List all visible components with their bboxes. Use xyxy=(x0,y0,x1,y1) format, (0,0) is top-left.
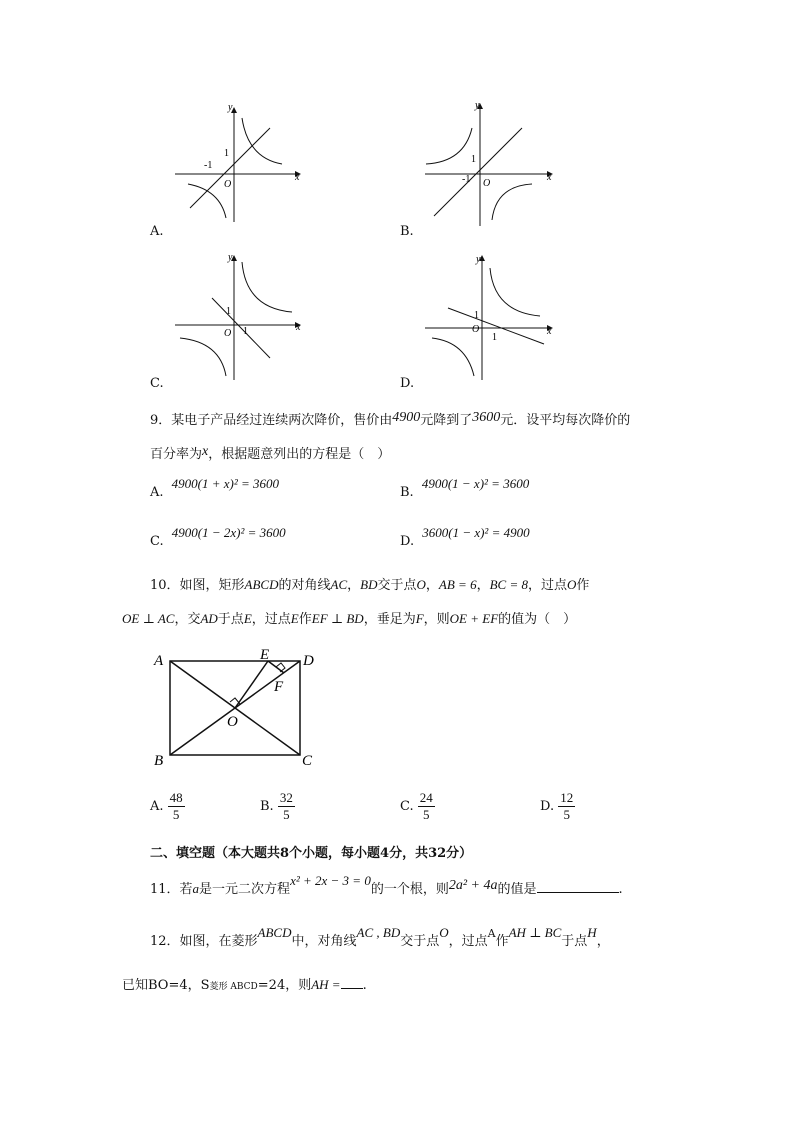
option-label-b: B. xyxy=(400,224,414,239)
point-f-label: F xyxy=(274,679,284,695)
q9-stem-line2: 百分率为x，根据题意列出的方程是（ ） xyxy=(150,444,391,462)
origin-label: O xyxy=(472,324,480,335)
graph-option-c xyxy=(170,252,310,382)
q10-stem-line2: OE ⊥ AC，交AD于点E，过点E作EF ⊥ BD，垂足为F，则OE + EF的值为（ ） xyxy=(122,611,577,627)
x-axis-label: x xyxy=(296,322,301,333)
x-tick-label: 1 xyxy=(243,326,248,337)
y-axis-label: y xyxy=(228,102,233,113)
y-tick-label: 1 xyxy=(226,306,231,317)
q10-option-d[interactable]: D. $\frac{12}{5}$ xyxy=(540,790,574,822)
q9-stem-line1: 9．某电子产品经过连续两次降价，售价由4900元降到了3600元．设平均每次降价的 xyxy=(150,410,631,428)
graph-option-a xyxy=(170,100,310,225)
y-tick-label: 1 xyxy=(471,154,476,165)
point-o-label: O xyxy=(227,714,238,730)
point-d-label: D xyxy=(303,653,314,669)
option-label-c: C. xyxy=(150,376,164,391)
graph-option-b xyxy=(420,100,560,228)
q10-stem-line1: 10．如图，矩形ABCD的对角线AC，BD交于点O，AB = 6，BC = 8，过点O作 xyxy=(150,577,590,593)
q12-stem-line1: 12．如图，在菱形ABCD中，对角线AC , BD交于点O，过点$^A$作AH ⊥ BC于点H， xyxy=(150,925,610,949)
q9-option-d[interactable]: D. 3600(1 − x)² = 4900 xyxy=(400,525,530,549)
point-e-label: E xyxy=(260,647,270,663)
origin-label: O xyxy=(483,178,491,189)
q10-option-a[interactable]: A. $\frac{48}{5}$ xyxy=(150,790,183,822)
q9-option-b[interactable]: B. 4900(1 − x)² = 3600 xyxy=(400,476,530,500)
q10-option-b[interactable]: B. $\frac{32}{5}$ xyxy=(260,790,293,822)
x-tick-label: -1 xyxy=(462,174,471,185)
section-title: 二、填空题（本大题共8个小题，每小题4分，共32分） xyxy=(150,846,473,861)
option-label-a: A. xyxy=(150,224,164,239)
y-tick-label: 1 xyxy=(474,310,479,321)
q9-option-a[interactable]: A. 4900(1 + x)² = 3600 xyxy=(150,476,280,500)
q12-stem-line2: 已知BO=4，S菱形 ABCD=24，则AH = . xyxy=(122,977,367,993)
origin-label: O xyxy=(224,179,232,190)
y-axis-label: y xyxy=(476,254,481,265)
point-b-label: B xyxy=(154,753,164,769)
y-axis-label: y xyxy=(475,100,480,111)
x-axis-label: x xyxy=(547,326,552,337)
q9-option-c[interactable]: C. 4900(1 − 2x)² = 3600 xyxy=(150,525,286,549)
origin-label: O xyxy=(224,328,232,339)
y-axis-label: y xyxy=(228,252,233,263)
answer-blank[interactable] xyxy=(341,988,363,989)
q10-option-c[interactable]: C. $\frac{24}{5}$ xyxy=(400,790,433,822)
option-label-d: D. xyxy=(400,376,415,391)
x-axis-label: x xyxy=(295,172,300,183)
answer-blank[interactable] xyxy=(537,892,619,893)
x-tick-label: -1 xyxy=(204,160,213,171)
y-tick-label: 1 xyxy=(224,148,229,159)
q10-figure xyxy=(150,645,330,773)
point-a-label: A xyxy=(154,653,164,669)
x-axis-label: x xyxy=(547,172,552,183)
q11-stem: 11．若a是一元二次方程x² + 2x − 3 = 0的一个根，则2a² + 4a的值是 . xyxy=(150,873,623,897)
graph-option-d xyxy=(420,252,560,382)
x-tick-label: 1 xyxy=(492,332,497,343)
point-c-label: C xyxy=(302,753,313,769)
